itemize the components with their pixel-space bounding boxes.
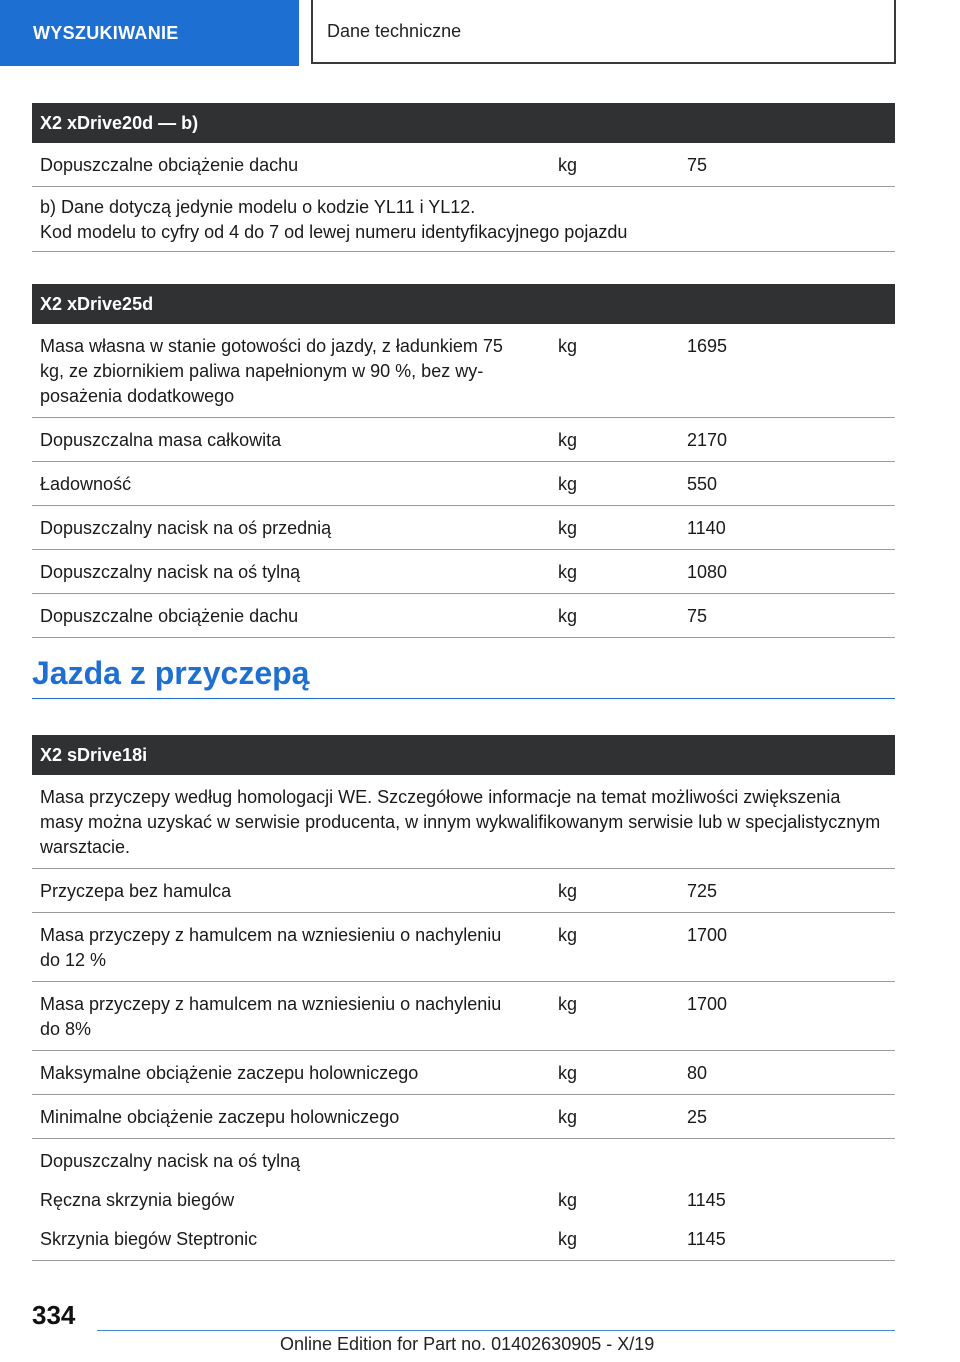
row-unit: kg: [550, 143, 679, 187]
table-row: [32, 913, 895, 982]
row-value: 1080: [679, 550, 895, 594]
edition-text: Online Edition for Part no. 01402630905 - X/19: [280, 1334, 655, 1354]
spec-table-xdrive20d: [32, 103, 895, 252]
row-label: Dopuszczalna masa całkowita: [32, 418, 550, 462]
row-value: 1700: [679, 982, 895, 1051]
table-row: [32, 1176, 895, 1215]
row-label: Minimalne obciążenie zaczepu holowniczego: [32, 1095, 550, 1139]
row-unit: kg: [550, 869, 679, 913]
row-value: 75: [679, 143, 895, 187]
page-number: 334: [32, 1300, 76, 1330]
row-label: Skrzynia biegów Steptronic: [32, 1215, 550, 1261]
section-title-tab[interactable]: Dane techniczne: [311, 0, 896, 64]
row-unit: kg: [550, 550, 679, 594]
row-unit: kg: [550, 462, 679, 506]
table-title: X2 xDrive20d — b): [32, 103, 895, 143]
row-value: 75: [679, 594, 895, 638]
table-intro: Masa przyczepy według homologacji WE. Szczegółowe informacje na temat możliwości zwiększenia masy można uzyskać w serwisie producenta, w innym wykwalifikowanym serwisie lub w specjalistycznym warsztacie.: [32, 775, 895, 869]
table-row: [32, 1051, 895, 1095]
row-unit: kg: [550, 1215, 679, 1261]
table-row: [32, 324, 895, 418]
table-row: [32, 462, 895, 506]
table-row: [32, 594, 895, 638]
table-row: [32, 869, 895, 913]
row-label: Masa własna w stanie gotowości do jazdy, z ładunkiem 75 kg, ze zbiornikiem paliwa napełnionym w 90 %, bez wyposażenia dodatkowego: [32, 324, 550, 418]
row-value: 725: [679, 869, 895, 913]
row-label: Dopuszczalny nacisk na oś przednią: [32, 506, 550, 550]
row-label: Maksymalne obciążenie zaczepu holowniczego: [32, 1051, 550, 1095]
row-value: 1145: [679, 1215, 895, 1261]
table-row: [32, 506, 895, 550]
row-unit: kg: [550, 418, 679, 462]
table-row: [32, 1215, 895, 1261]
row-value: 25: [679, 1095, 895, 1139]
table-intro-row: [32, 775, 895, 869]
top-bar: [0, 0, 960, 66]
row-label: Dopuszczalne obciążenie dachu: [32, 143, 550, 187]
row-label: Dopuszczalny nacisk na oś tylną: [32, 550, 550, 594]
row-value: 1140: [679, 506, 895, 550]
footnote: b) Dane dotyczą jedynie modelu o kodzie YL11 i YL12.: [40, 197, 476, 217]
footer-divider: [97, 1330, 895, 1331]
row-unit: kg: [558, 1190, 578, 1210]
row-unit: kg: [550, 982, 679, 1051]
table-row: [32, 1095, 895, 1139]
search-button[interactable]: WYSZUKIWANIE: [0, 0, 299, 66]
row-label: Masa przyczepy z hamulcem na wzniesieniu o nachyleniu do 12 %: [32, 913, 550, 982]
row-unit: kg: [550, 324, 679, 418]
row-value: 80: [679, 1051, 895, 1095]
table-row: [32, 143, 895, 187]
row-label: Dopuszczalne obciążenie dachu: [32, 594, 550, 638]
spec-table-xdrive25d: [32, 284, 895, 638]
group-label: Dopuszczalny nacisk na oś tylną: [40, 1151, 301, 1171]
footnote: Kod modelu to cyfry od 4 do 7 od lewej numeru identyfikacyjnego pojazdu: [40, 222, 628, 242]
row-value: 1145: [687, 1190, 726, 1210]
table-title: X2 xDrive25d: [32, 284, 895, 324]
row-unit: kg: [550, 1095, 679, 1139]
row-label: Ręczna skrzynia biegów: [40, 1190, 235, 1210]
spec-table-towing: [32, 735, 895, 1261]
table-title: X2 sDrive18i: [32, 735, 895, 775]
row-unit: kg: [550, 594, 679, 638]
row-unit: kg: [550, 1051, 679, 1095]
row-value: 1700: [679, 913, 895, 982]
row-value: 1695: [679, 324, 895, 418]
section-heading: Jazda z przyczepą: [32, 655, 895, 699]
row-unit: kg: [550, 506, 679, 550]
row-label: Ładowność: [32, 462, 550, 506]
row-label: Przyczepa bez hamulca: [32, 869, 550, 913]
row-unit: kg: [550, 913, 679, 982]
table-note-row: [32, 187, 895, 252]
row-label: Masa przyczepy z hamulcem na wzniesieniu o nachyleniu do 8%: [32, 982, 550, 1051]
table-row: [32, 418, 895, 462]
table-group-row: [32, 1139, 895, 1177]
row-value: 2170: [679, 418, 895, 462]
table-row: [32, 550, 895, 594]
table-row: [32, 982, 895, 1051]
row-value: 550: [679, 462, 895, 506]
